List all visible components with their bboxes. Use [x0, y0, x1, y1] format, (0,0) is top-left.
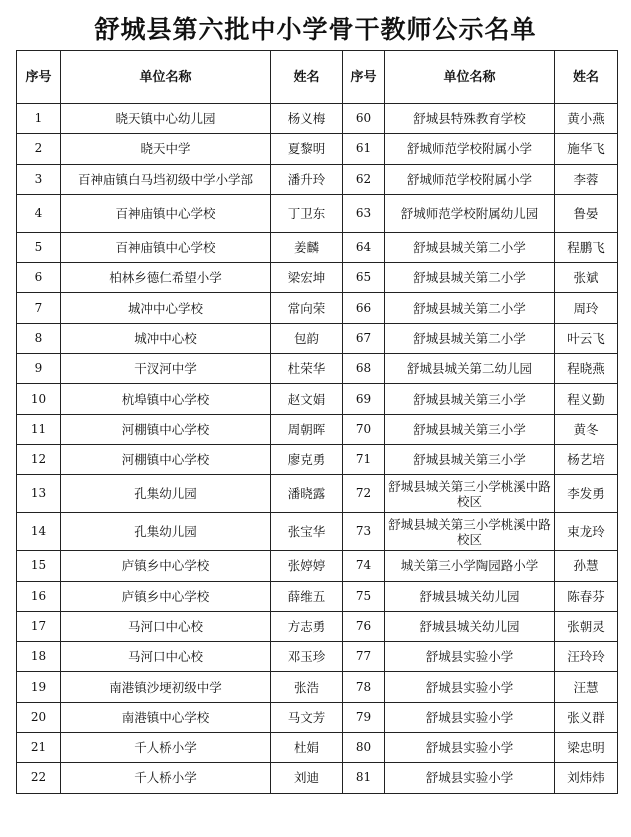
- cell-unit-right: 舒城师范学校附属小学: [385, 134, 555, 164]
- cell-name-left: 方志勇: [271, 611, 343, 641]
- table-row: [17, 763, 618, 793]
- cell-name-left: 廖克勇: [271, 444, 343, 474]
- cell-index-left: 10: [17, 384, 61, 414]
- cell-name-right: 黄小燕: [555, 104, 618, 134]
- cell-index-right: 81: [343, 763, 385, 793]
- table-row: [17, 581, 618, 611]
- page-title: 舒城县第六批中小学骨干教师公示名单: [94, 15, 537, 44]
- table-row: [17, 642, 618, 672]
- cell-index-right: 69: [343, 384, 385, 414]
- cell-name-left: 梁宏坤: [271, 263, 343, 293]
- cell-unit-left: 晓天中学: [61, 134, 271, 164]
- cell-index-left: 20: [17, 702, 61, 732]
- header-row: [17, 51, 618, 104]
- cell-unit-right: 舒城县城关第三小学: [385, 414, 555, 444]
- cell-name-right: 张义群: [555, 702, 618, 732]
- cell-unit-left: 孔集幼儿园: [61, 475, 271, 513]
- cell-unit-left: 柏林乡德仁希望小学: [61, 263, 271, 293]
- cell-index-left: 16: [17, 581, 61, 611]
- cell-unit-right: 城关第三小学陶园路小学: [385, 551, 555, 581]
- cell-index-right: 75: [343, 581, 385, 611]
- cell-index-right: 73: [343, 513, 385, 551]
- cell-unit-right: 舒城师范学校附属幼儿园: [385, 194, 555, 232]
- cell-index-right: 64: [343, 232, 385, 262]
- table-row: [17, 384, 618, 414]
- cell-name-left: 邓玉珍: [271, 642, 343, 672]
- cell-index-right: 70: [343, 414, 385, 444]
- cell-unit-left: 庐镇乡中心学校: [61, 551, 271, 581]
- cell-name-left: 潘晓露: [271, 475, 343, 513]
- cell-name-right: 黄冬: [555, 414, 618, 444]
- cell-name-left: 包韵: [271, 323, 343, 353]
- cell-name-left: 张宝华: [271, 513, 343, 551]
- cell-index-left: 11: [17, 414, 61, 444]
- cell-unit-right: 舒城县城关第三小学: [385, 384, 555, 414]
- cell-unit-right: 舒城县城关第二小学: [385, 293, 555, 323]
- cell-unit-left: 城冲中心校: [61, 323, 271, 353]
- cell-unit-right: 舒城县城关第三小学桃溪中路校区: [385, 475, 555, 513]
- cell-unit-right: 舒城县城关第二小学: [385, 232, 555, 262]
- cell-unit-left: 马河口中心校: [61, 642, 271, 672]
- cell-name-left: 杨义梅: [271, 104, 343, 134]
- table-row: [17, 293, 618, 323]
- cell-unit-left: 孔集幼儿园: [61, 513, 271, 551]
- cell-index-right: 80: [343, 733, 385, 763]
- cell-index-left: 14: [17, 513, 61, 551]
- table-row: [17, 232, 618, 262]
- cell-index-left: 3: [17, 164, 61, 194]
- cell-unit-left: 百神庙镇中心学校: [61, 194, 271, 232]
- header-index-left: 序号: [17, 51, 61, 104]
- cell-index-right: 71: [343, 444, 385, 474]
- table-row: [17, 733, 618, 763]
- cell-index-right: 79: [343, 702, 385, 732]
- table-row: [17, 263, 618, 293]
- cell-index-left: 13: [17, 475, 61, 513]
- cell-index-left: 7: [17, 293, 61, 323]
- table-row: [17, 551, 618, 581]
- cell-name-right: 张朝灵: [555, 611, 618, 641]
- cell-index-left: 21: [17, 733, 61, 763]
- cell-unit-left: 河棚镇中心学校: [61, 444, 271, 474]
- cell-index-left: 6: [17, 263, 61, 293]
- cell-unit-right: 舒城县实验小学: [385, 733, 555, 763]
- cell-index-left: 1: [17, 104, 61, 134]
- table-row: [17, 354, 618, 384]
- cell-name-right: 施华飞: [555, 134, 618, 164]
- cell-index-right: 76: [343, 611, 385, 641]
- cell-unit-right: 舒城县实验小学: [385, 642, 555, 672]
- cell-unit-left: 千人桥小学: [61, 733, 271, 763]
- table-row: [17, 414, 618, 444]
- cell-unit-right: 舒城县特殊教育学校: [385, 104, 555, 134]
- cell-name-left: 潘升玲: [271, 164, 343, 194]
- cell-name-left: 赵文娟: [271, 384, 343, 414]
- table-row: [17, 134, 618, 164]
- cell-name-right: 汪玲玲: [555, 642, 618, 672]
- cell-name-left: 张浩: [271, 672, 343, 702]
- table-row: [17, 611, 618, 641]
- cell-name-left: 马文芳: [271, 702, 343, 732]
- cell-index-right: 60: [343, 104, 385, 134]
- cell-name-right: 张斌: [555, 263, 618, 293]
- cell-unit-left: 千人桥小学: [61, 763, 271, 793]
- cell-name-left: 张婷婷: [271, 551, 343, 581]
- cell-index-left: 22: [17, 763, 61, 793]
- cell-unit-left: 干汊河中学: [61, 354, 271, 384]
- cell-unit-left: 晓天镇中心幼儿园: [61, 104, 271, 134]
- cell-unit-left: 马河口中心校: [61, 611, 271, 641]
- cell-index-left: 15: [17, 551, 61, 581]
- table-row: [17, 323, 618, 353]
- cell-unit-right: 舒城师范学校附属小学: [385, 164, 555, 194]
- cell-unit-left: 庐镇乡中心学校: [61, 581, 271, 611]
- cell-name-right: 梁忠明: [555, 733, 618, 763]
- cell-unit-right: 舒城县城关幼儿园: [385, 611, 555, 641]
- header-unit-left: 单位名称: [61, 51, 271, 104]
- header-index-right: 序号: [343, 51, 385, 104]
- cell-index-right: 62: [343, 164, 385, 194]
- table-row: [17, 672, 618, 702]
- cell-name-right: 周玲: [555, 293, 618, 323]
- cell-index-left: 18: [17, 642, 61, 672]
- cell-index-right: 63: [343, 194, 385, 232]
- table-row: [17, 475, 618, 513]
- cell-name-left: 夏黎明: [271, 134, 343, 164]
- cell-unit-right: 舒城县城关第二幼儿园: [385, 354, 555, 384]
- cell-name-right: 程义勤: [555, 384, 618, 414]
- cell-index-left: 5: [17, 232, 61, 262]
- cell-name-left: 杜荣华: [271, 354, 343, 384]
- cell-index-right: 61: [343, 134, 385, 164]
- cell-index-right: 72: [343, 475, 385, 513]
- table-row: [17, 104, 618, 134]
- cell-name-right: 程鹏飞: [555, 232, 618, 262]
- cell-index-left: 8: [17, 323, 61, 353]
- cell-unit-left: 杭埠镇中心学校: [61, 384, 271, 414]
- cell-name-right: 程晓燕: [555, 354, 618, 384]
- table-row: [17, 513, 618, 551]
- cell-index-right: 74: [343, 551, 385, 581]
- teacher-list-table: [16, 50, 618, 794]
- table-row: [17, 194, 618, 232]
- cell-unit-right: 舒城县城关第二小学: [385, 323, 555, 353]
- cell-unit-right: 舒城县城关幼儿园: [385, 581, 555, 611]
- cell-name-left: 丁卫东: [271, 194, 343, 232]
- cell-index-left: 19: [17, 672, 61, 702]
- cell-name-right: 刘炜炜: [555, 763, 618, 793]
- cell-name-right: 束龙玲: [555, 513, 618, 551]
- cell-name-left: 周朝晖: [271, 414, 343, 444]
- cell-name-right: 李蓉: [555, 164, 618, 194]
- table-body: [17, 104, 618, 794]
- cell-index-left: 9: [17, 354, 61, 384]
- cell-unit-left: 南港镇沙埂初级中学: [61, 672, 271, 702]
- cell-unit-right: 舒城县实验小学: [385, 702, 555, 732]
- cell-name-right: 杨艺培: [555, 444, 618, 474]
- header-name-left: 姓名: [271, 51, 343, 104]
- cell-name-right: 李发勇: [555, 475, 618, 513]
- cell-unit-right: 舒城县实验小学: [385, 672, 555, 702]
- header-name-right: 姓名: [555, 51, 618, 104]
- cell-name-right: 叶云飞: [555, 323, 618, 353]
- cell-name-left: 姜麟: [271, 232, 343, 262]
- cell-name-right: 陈春芬: [555, 581, 618, 611]
- cell-index-right: 67: [343, 323, 385, 353]
- cell-index-left: 12: [17, 444, 61, 474]
- header-unit-right: 单位名称: [385, 51, 555, 104]
- cell-name-left: 杜娟: [271, 733, 343, 763]
- cell-index-right: 66: [343, 293, 385, 323]
- cell-name-right: 汪慧: [555, 672, 618, 702]
- cell-unit-right: 舒城县城关第二小学: [385, 263, 555, 293]
- cell-index-left: 2: [17, 134, 61, 164]
- cell-unit-left: 南港镇中心学校: [61, 702, 271, 732]
- cell-unit-left: 城冲中心学校: [61, 293, 271, 323]
- cell-unit-left: 河棚镇中心学校: [61, 414, 271, 444]
- cell-unit-right: 舒城县城关第三小学桃溪中路校区: [385, 513, 555, 551]
- table-row: [17, 164, 618, 194]
- table-row: [17, 444, 618, 474]
- cell-unit-left: 百神庙镇中心学校: [61, 232, 271, 262]
- cell-name-left: 薛维五: [271, 581, 343, 611]
- cell-name-left: 刘迪: [271, 763, 343, 793]
- cell-unit-right: 舒城县城关第三小学: [385, 444, 555, 474]
- cell-index-left: 17: [17, 611, 61, 641]
- cell-index-left: 4: [17, 194, 61, 232]
- cell-name-right: 鲁晏: [555, 194, 618, 232]
- table-row: [17, 702, 618, 732]
- cell-index-right: 65: [343, 263, 385, 293]
- cell-index-right: 78: [343, 672, 385, 702]
- cell-unit-right: 舒城县实验小学: [385, 763, 555, 793]
- cell-name-left: 常向荣: [271, 293, 343, 323]
- cell-index-right: 77: [343, 642, 385, 672]
- cell-name-right: 孙慧: [555, 551, 618, 581]
- cell-index-right: 68: [343, 354, 385, 384]
- cell-unit-left: 百神庙镇白马垱初级中学小学部: [61, 164, 271, 194]
